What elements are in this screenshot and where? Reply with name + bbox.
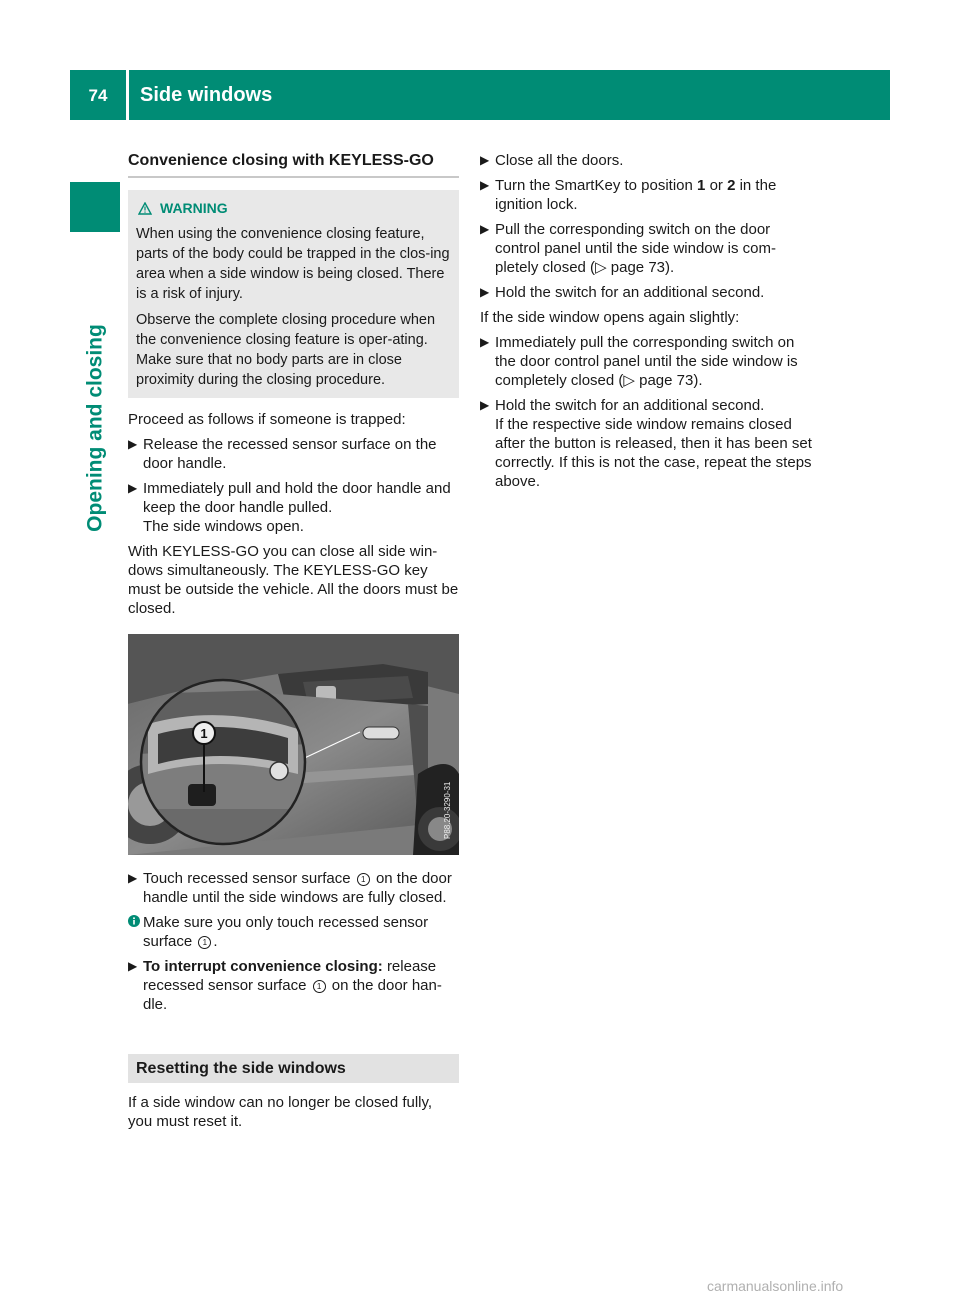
step-item — [480, 283, 814, 302]
warning-header — [136, 199, 450, 218]
step-item — [480, 151, 814, 170]
page-reference-link[interactable]: page 73 — [610, 259, 666, 276]
step-text: on the door han-dle. — [143, 977, 442, 1013]
step-arrow-icon: ▶ — [480, 335, 490, 349]
step-text: in the ignition lock. — [495, 177, 777, 213]
chapter-tab — [70, 248, 120, 608]
step-arrow-icon: ▶ — [480, 153, 490, 167]
step-text: ). — [693, 372, 703, 389]
step-text: Pull the corresponding switch on the door control panel until the side window is com-pletely closed ( — [495, 221, 776, 276]
step-text: Touch recessed sensor surface — [143, 870, 351, 887]
step-item — [480, 396, 814, 491]
page-title: Side windows — [140, 83, 273, 106]
step-item — [128, 957, 459, 1014]
warning-paragraph: Observe the complete closing procedure when the convenience closing feature is oper-ating. Make sure that no body parts are in close proximity during the closing procedure. — [136, 312, 436, 388]
step-text: Close all the doors. — [495, 152, 624, 169]
step-text: Immediately pull the corresponding switch on the door control panel until the side window is completely closed ( — [495, 334, 798, 389]
page-number: 74 — [88, 85, 108, 105]
step-heading: To interrupt convenience closing: — [143, 958, 383, 975]
footer-watermark: carmanualsonline.info — [707, 1278, 844, 1294]
step-text: or — [709, 177, 723, 194]
callout-marker: 1 — [198, 936, 211, 949]
step-item — [480, 220, 814, 277]
step-arrow-icon: ▶ — [480, 285, 490, 299]
step-text: release recessed sensor surface — [143, 958, 437, 994]
keyless-description: With KEYLESS-GO you can close all side win-dows simultaneously. The KEYLESS-GO key must be outside the vehicle. All the doors must be closed. — [128, 543, 459, 617]
header-divider — [126, 70, 129, 120]
reference-triangle-icon: ▷ — [595, 259, 607, 276]
chapter-label: Opening and closing — [83, 324, 107, 532]
warning-box — [128, 190, 459, 398]
callout-marker: 1 — [357, 873, 370, 886]
illustration-code: P88.20-3290-31 — [443, 781, 452, 839]
step-item — [128, 435, 459, 473]
step-arrow-icon: ▶ — [128, 871, 138, 885]
position-value: 1 — [697, 177, 706, 194]
warning-triangle-icon — [138, 202, 152, 215]
step-text: on the door handle until the side windows are fully closed. — [143, 870, 452, 906]
left-column — [128, 151, 459, 1137]
step-arrow-icon: ▶ — [128, 437, 138, 451]
resetting-text: If a side window can no longer be closed fully, you must reset it. — [128, 1094, 433, 1130]
warning-paragraph: When using the convenience closing feature, parts of the body could be trapped in the clos-ing area when a side window is being closed. There is a risk of injury. — [136, 226, 450, 302]
step-text: ). — [665, 259, 675, 276]
step-arrow-icon: ▶ — [128, 481, 138, 495]
door-handle-illustration — [128, 634, 459, 855]
warning-label: WARNING — [160, 200, 228, 216]
step-arrow-icon: ▶ — [480, 398, 490, 412]
section-title: Convenience closing with KEYLESS-GO — [128, 151, 459, 178]
step-item — [128, 869, 459, 907]
info-icon — [128, 915, 140, 927]
step-text: Release the recessed sensor surface on the door handle. — [143, 436, 437, 472]
step-result: The side windows open. — [143, 518, 304, 535]
right-column — [480, 151, 814, 497]
step-text: Turn the SmartKey to position — [495, 177, 693, 194]
step-item — [128, 479, 459, 536]
trapped-intro: Proceed as follows if someone is trapped: — [128, 411, 406, 428]
chapter-marker — [70, 182, 120, 232]
condition-text: If the side window opens again slightly: — [480, 309, 740, 326]
step-arrow-icon: ▶ — [480, 178, 490, 192]
step-result: If the respective side window remains closed after the button is released, then it has been set correctly. If this is not the case, repeat the steps above. — [495, 416, 812, 490]
note-text: Make sure you only touch recessed sensor surface — [143, 914, 429, 950]
svg-text:1: 1 — [200, 726, 208, 741]
callout-marker: 1 — [313, 980, 326, 993]
step-text: Hold the switch for an additional second. — [495, 397, 765, 414]
note-text: . — [213, 933, 218, 950]
step-arrow-icon: ▶ — [128, 959, 138, 973]
info-note — [128, 913, 459, 951]
step-text: Hold the switch for an additional second. — [495, 284, 765, 301]
position-value: 2 — [727, 177, 736, 194]
step-arrow-icon: ▶ — [480, 222, 490, 236]
subsection-title: Resetting the side windows — [128, 1054, 459, 1083]
page-reference-link[interactable]: page 73 — [639, 372, 694, 389]
step-item — [480, 333, 814, 390]
step-item — [480, 176, 814, 214]
reference-triangle-icon: ▷ — [623, 372, 635, 389]
step-text: Immediately pull and hold the door handle and keep the door handle pulled. — [143, 480, 451, 516]
